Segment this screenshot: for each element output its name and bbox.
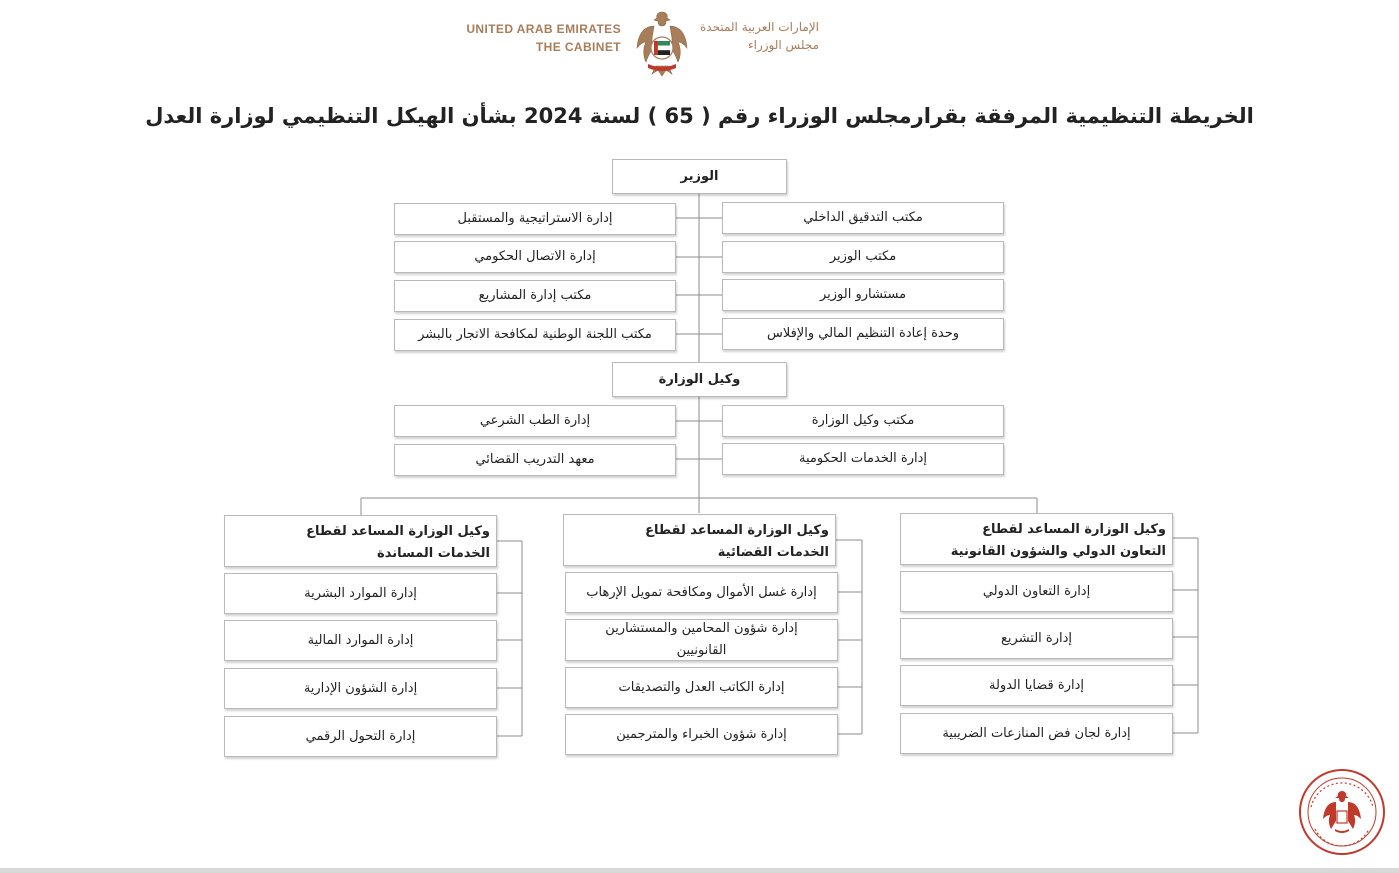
minister-box: الوزير [612, 159, 787, 194]
cabinet-seal-stamp-icon [1297, 767, 1387, 857]
department-box: إدارة الموارد المالية [224, 620, 497, 661]
page-title: الخريطة التنظيمية المرفقة بقرارمجلس الوزراء رقم ( 65 ) لسنة 2024 بشأن الهيكل التنظيمي لوزارة العدل [145, 104, 1254, 128]
header-en-line2: THE CABINET [535, 40, 621, 54]
minister-office-right-2: مكتب الوزير [722, 241, 1004, 273]
page-bottom-border [0, 868, 1399, 873]
sector-head-line2: الخدمات المساندة [377, 546, 490, 561]
minister-office-right-1: مكتب التدقيق الداخلي [722, 202, 1004, 234]
undersecretary-office-left-1: إدارة الطب الشرعي [394, 405, 676, 437]
sector-head-legal [900, 513, 1173, 565]
sector-head-line1: وكيل الوزارة المساعد لقطاع [306, 524, 490, 539]
sector-head-line2: التعاون الدولي والشؤون القانونية [950, 544, 1166, 559]
department-box: إدارة شؤون المحامين والمستشارين القانونيين [565, 619, 838, 661]
department-box: إدارة التحول الرقمي [224, 716, 497, 757]
undersecretary-office-right-1: مكتب وكيل الوزارة [722, 405, 1004, 437]
sector-head-support [224, 515, 497, 567]
department-box: إدارة الموارد البشرية [224, 573, 497, 614]
department-box: إدارة الكاتب العدل والتصديقات [565, 667, 838, 708]
minister-office-right-4: وحدة إعادة التنظيم المالي والإفلاس [722, 318, 1004, 350]
department-box: إدارة الشؤون الإدارية [224, 668, 497, 709]
minister-office-left-2: إدارة الاتصال الحكومي [394, 241, 676, 273]
header-ar-line1: الإمارات العربية المتحدة [700, 20, 819, 34]
minister-office-left-1: إدارة الاستراتيجية والمستقبل [394, 203, 676, 235]
department-box: إدارة لجان فض المنازعات الضريبية [900, 713, 1173, 754]
sector-head-line2: الخدمات القضائية [717, 545, 829, 560]
undersecretary-office-left-2: معهد التدريب القضائي [394, 444, 676, 476]
minister-office-left-4: مكتب اللجنة الوطنية لمكافحة الاتجار بالبشر [394, 319, 676, 351]
undersecretary-office-right-2: إدارة الخدمات الحكومية [722, 443, 1004, 475]
department-box: إدارة شؤون الخبراء والمترجمين [565, 714, 838, 755]
sector-head-line1: وكيل الوزارة المساعد لقطاع [982, 522, 1166, 537]
sector-head-judicial [563, 514, 836, 566]
minister-office-right-3: مستشارو الوزير [722, 279, 1004, 311]
department-box: إدارة قضايا الدولة [900, 665, 1173, 706]
department-box: إدارة التعاون الدولي [900, 571, 1173, 612]
undersecretary-box: وكيل الوزارة [612, 362, 787, 397]
minister-office-left-3: مكتب إدارة المشاريع [394, 280, 676, 312]
department-box: إدارة غسل الأموال ومكافحة تمويل الإرهاب [565, 572, 838, 613]
header-en-line1: UNITED ARAB EMIRATES [466, 22, 621, 36]
sector-head-line1: وكيل الوزارة المساعد لقطاع [645, 523, 829, 538]
department-box: إدارة التشريع [900, 618, 1173, 659]
header-ar-line2: مجلس الوزراء [747, 38, 819, 52]
